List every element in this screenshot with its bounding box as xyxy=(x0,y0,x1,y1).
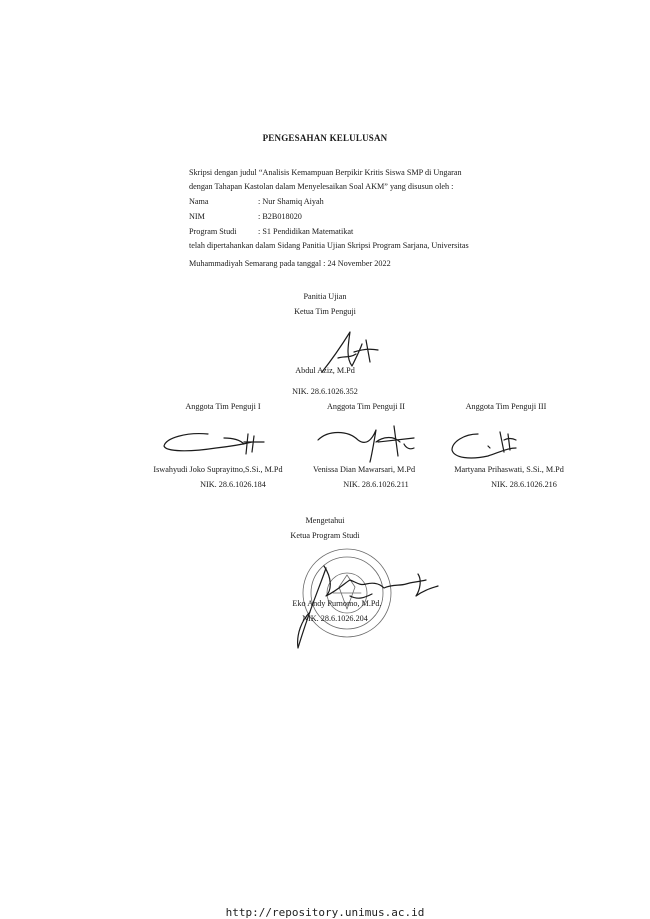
member-3-nik: NIK. 28.6.1026.216 xyxy=(491,480,557,489)
field-value-prodi: : S1 Pendidikan Matematikat xyxy=(258,227,354,236)
field-label-nim: NIM xyxy=(189,212,205,221)
member-1-nik: NIK. 28.6.1026.184 xyxy=(200,480,266,489)
mengetahui-heading: Mengetahui xyxy=(305,516,345,525)
member-1-signature-icon xyxy=(160,428,268,458)
intro-line-1: Skripsi dengan judul “Analisis Kemampuan Berpikir Kritis Siswa SMP di Ungaran xyxy=(189,168,462,177)
member-1-name: Iswahyudi Joko Suprayitno,S.Si., M.Pd xyxy=(153,465,283,474)
member-3-name: Martyana Prihaswati, S.Si., M.Pd xyxy=(454,465,564,474)
field-value-nama: : Nur Shamiq Aiyah xyxy=(258,197,324,206)
member-2-name: Venissa Dian Mawarsari, M.Pd xyxy=(312,465,416,474)
field-label-prodi: Program Studi xyxy=(189,227,237,236)
member-2-signature-icon xyxy=(314,422,418,464)
kaprodi-signature-icon xyxy=(292,560,442,656)
outro-line-2: Muhammadiyah Semarang pada tanggal : 24 November 2022 xyxy=(189,259,391,268)
ketua-name: Abdul Aziz, M.Pd xyxy=(295,366,355,375)
ketua-penguji-title: Ketua Tim Penguji xyxy=(294,307,356,316)
member-2-nik: NIK. 28.6.1026.211 xyxy=(343,480,409,489)
ketua-nik: NIK. 28.6.1026.352 xyxy=(292,387,358,396)
outro-line-1: telah dipertahankan dalam Sidang Panitia Ujian Skripsi Program Sarjana, Universitas xyxy=(189,241,469,250)
kaprodi-title: Ketua Program Studi xyxy=(290,531,360,540)
panitia-ujian-heading: Panitia Ujian xyxy=(303,292,347,301)
repository-url[interactable]: http://repository.unimus.ac.id xyxy=(225,906,425,919)
member-1-role: Anggota Tim Penguji I xyxy=(185,402,261,411)
field-label-nama: Nama xyxy=(189,197,209,206)
intro-line-2: dengan Tahapan Kastolan dalam Menyelesaikan Soal AKM” yang disusun oleh : xyxy=(189,182,454,191)
field-value-nim: : B2B018020 xyxy=(258,212,302,221)
kaprodi-nik: NIK. 28.6.1026.204 xyxy=(302,614,368,623)
kaprodi-name: Eko Andy Purnomo, M.Pd. xyxy=(292,599,382,608)
member-3-role: Anggota Tim Penguji III xyxy=(465,402,547,411)
document-title: PENGESAHAN KELULUSAN xyxy=(262,133,388,143)
member-3-signature-icon xyxy=(448,428,520,462)
member-2-role: Anggota Tim Penguji II xyxy=(326,402,406,411)
